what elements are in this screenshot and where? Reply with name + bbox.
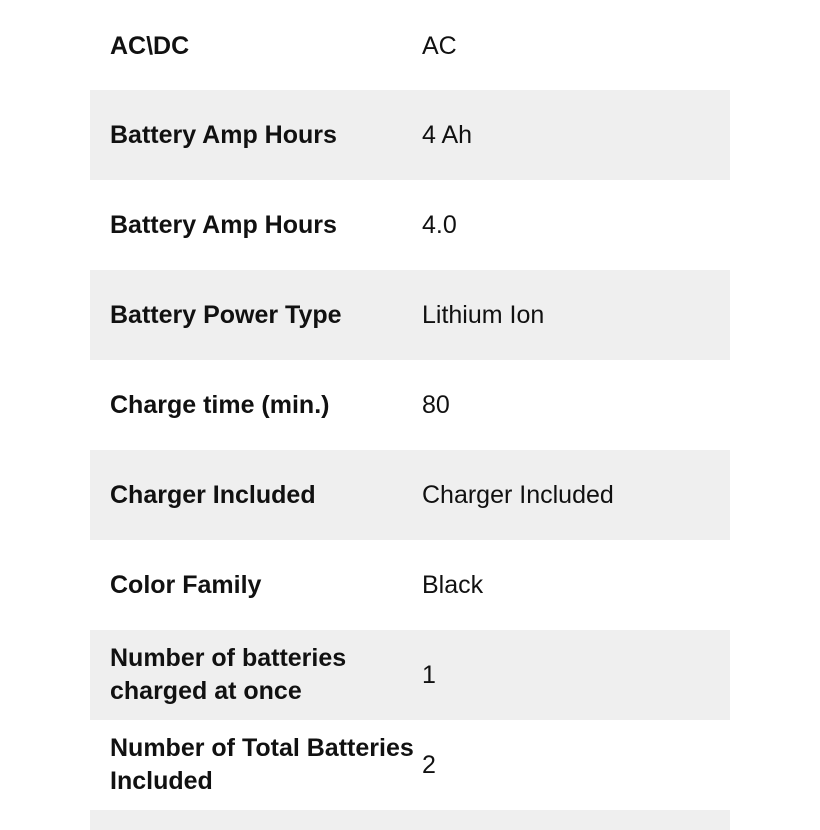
spec-value: AC <box>422 32 457 60</box>
spec-row-battery-amp-hours <box>90 90 730 180</box>
spec-value: Black <box>422 570 484 599</box>
spec-label: Number of batteries charged at once <box>110 644 347 705</box>
spec-value: Lithium Ion <box>422 300 545 329</box>
spec-label: Charger Included <box>110 480 316 509</box>
spec-label: Battery Power Type <box>110 300 342 329</box>
spec-row-ac-dc <box>90 0 730 90</box>
spec-label: AC\DC <box>110 32 190 60</box>
spec-row-color-family <box>90 540 730 630</box>
spec-label: Battery Amp Hours <box>110 120 337 149</box>
spec-label: Battery Amp Hours <box>110 210 337 239</box>
spec-row-battery-power-type <box>90 270 730 360</box>
spec-row-battery-amp-hours-numeric <box>90 180 730 270</box>
spec-value: Charger Included <box>422 480 614 509</box>
spec-row-next-partial <box>90 810 730 830</box>
spec-label: Color Family <box>110 570 262 599</box>
spec-value: 4 Ah <box>422 120 473 149</box>
spec-value: 80 <box>422 390 450 419</box>
spec-row-charge-time <box>90 360 730 450</box>
spec-row-batteries-charged-at-once <box>90 630 730 720</box>
spec-label: Number of Total Batteries Included <box>110 734 414 795</box>
spec-value: 1 <box>422 660 436 689</box>
specifications-table <box>90 0 730 830</box>
spec-row-total-batteries-included <box>90 720 730 810</box>
spec-value: 4.0 <box>422 210 457 239</box>
spec-value: 2 <box>422 750 436 779</box>
spec-label: Charge time (min.) <box>110 390 330 419</box>
spec-row-charger-included <box>90 450 730 540</box>
